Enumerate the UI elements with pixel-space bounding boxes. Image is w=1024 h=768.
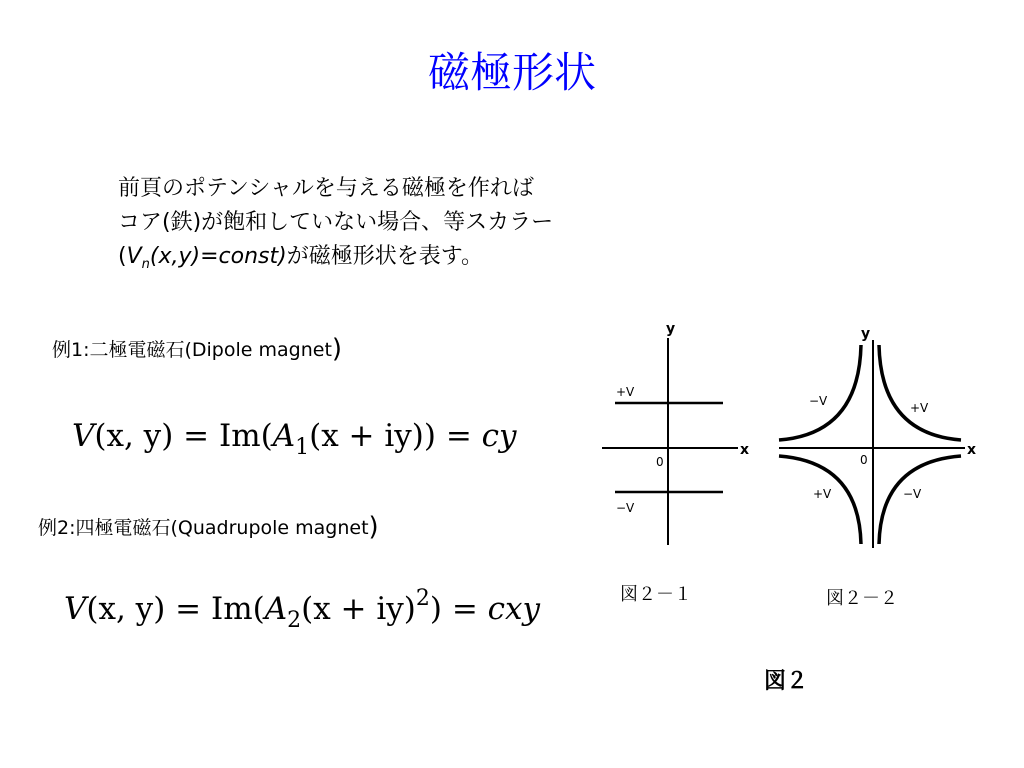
example-2-close: ): [368, 512, 379, 542]
potential-symbol: V: [126, 244, 142, 269]
eq2-mid: (x + iy): [301, 591, 416, 627]
fig2-pole-top-left: [779, 345, 861, 440]
fig2-x-label: x: [967, 442, 977, 458]
example-1-label: [52, 334, 342, 364]
fig2-pole-top-right: [879, 345, 961, 440]
eq1-end: cy: [481, 418, 517, 454]
eq1-v: V: [72, 418, 95, 454]
eq2-lhs: (x, y) = Im(: [86, 591, 265, 627]
eq2-end: cxy: [487, 591, 541, 627]
fig2-top-left-label: −V: [809, 394, 828, 408]
page-title: 磁極形状: [427, 48, 596, 97]
paragraph-line-1: 前頁のポテンシャルを与える磁極を作れば: [118, 176, 534, 201]
fig1-y-label: y: [666, 321, 676, 337]
paragraph-line-3: [118, 240, 590, 274]
paren-open: (: [118, 244, 127, 269]
potential-subscript: n: [141, 257, 150, 272]
eq2-a: A: [264, 591, 288, 627]
example-1-text: 例1:二極電磁石(Dipole magnet: [52, 339, 332, 361]
eq1-mid: (x + iy)) =: [309, 418, 482, 454]
equation-quadrupole: [64, 586, 540, 633]
example-2-text: 例2:四極電磁石(Quadrupole magnet: [38, 517, 369, 539]
example-1-close: ): [331, 334, 343, 364]
eq1-a: A: [272, 418, 296, 454]
figure-2-1-caption: 図２－１: [620, 584, 692, 605]
paragraph-line-3-rest: が磁極形状を表す。: [286, 244, 483, 269]
example-2-label: [38, 512, 379, 542]
fig2-origin: 0: [860, 453, 868, 467]
fig1-plus-v: +V: [616, 385, 635, 399]
fig2-bottom-left-label: +V: [813, 487, 832, 501]
fig1-minus-v: −V: [616, 501, 635, 515]
fig1-origin: 0: [656, 455, 664, 469]
quadrupole-figure: [775, 320, 985, 555]
figure-2-2-caption: 図２－２: [826, 588, 898, 609]
equation-dipole: [72, 418, 517, 460]
eq1-a-sub: 1: [295, 435, 310, 460]
fig2-y-label: y: [861, 326, 871, 342]
fig1-x-label: x: [740, 442, 750, 458]
eq1-lhs: (x, y) = Im(: [94, 418, 273, 454]
fig2-bottom-right-label: −V: [903, 487, 922, 501]
eq2-a-sub: 2: [287, 608, 302, 633]
description-paragraph: [118, 172, 590, 274]
dipole-figure: [600, 320, 760, 550]
eq2-power: 2: [415, 586, 430, 611]
potential-args: (x,y)=const): [149, 244, 287, 269]
fig2-top-right-label: +V: [910, 401, 929, 415]
paragraph-line-2: コア(鉄)が飽和していない場合、等スカラー: [118, 210, 554, 235]
figure-2-caption: 図２: [764, 669, 809, 694]
eq2-close: ) =: [429, 591, 488, 627]
eq2-v: V: [64, 591, 87, 627]
